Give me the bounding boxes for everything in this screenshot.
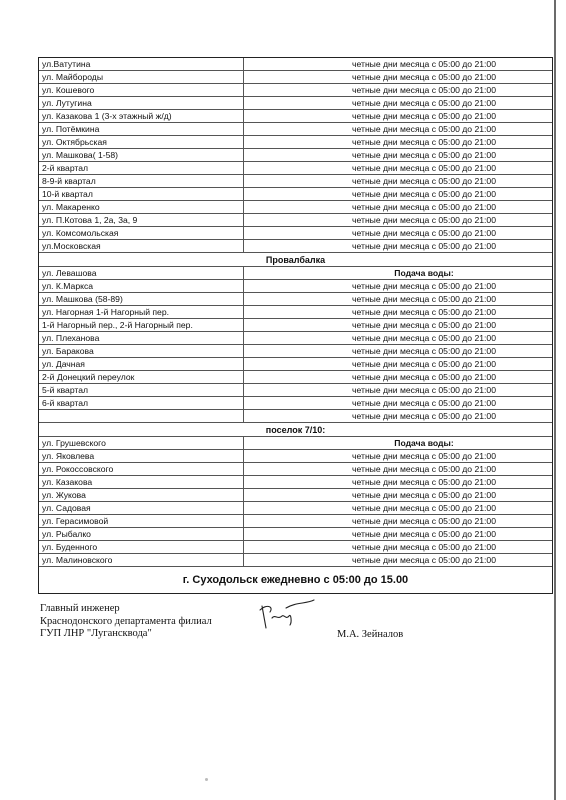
street-cell: ул. Левашова	[39, 267, 244, 279]
group-3-rows	[39, 437, 552, 567]
table-row	[39, 293, 552, 306]
table-row	[39, 175, 552, 188]
signer-name: М.А. Зейналов	[337, 629, 404, 640]
street-cell: 10-й квартал	[39, 188, 244, 200]
street-cell: 5-й квартал	[39, 384, 244, 396]
schedule-cell: четные дни месяца с 05:00 до 21:00	[352, 451, 496, 461]
water-supply-header: Подача воды:	[394, 438, 454, 448]
schedule-cell: четные дни месяца с 05:00 до 21:00	[352, 529, 496, 539]
street-cell: ул. Яковлева	[39, 450, 244, 462]
table-row	[39, 541, 552, 554]
schedule-cell: четные дни месяца с 05:00 до 21:00	[352, 202, 496, 212]
table-row	[39, 280, 552, 293]
schedule-cell: четные дни месяца с 05:00 до 21:00	[352, 215, 496, 225]
table-row	[39, 515, 552, 528]
street-cell: ул. Рыбалко	[39, 528, 244, 540]
street-cell: ул. Казакова	[39, 476, 244, 488]
table-row	[39, 502, 552, 515]
signature-title-block	[40, 603, 212, 641]
handwritten-signature	[256, 598, 316, 632]
schedule-cell: четные дни месяца с 05:00 до 21:00	[352, 176, 496, 186]
schedule-cell: четные дни месяца с 05:00 до 21:00	[352, 516, 496, 526]
street-cell: ул. Казакова 1 (3-х этажный ж/д)	[39, 110, 244, 122]
schedule-cell: четные дни месяца с 05:00 до 21:00	[352, 72, 496, 82]
street-cell: ул. Грушевского	[39, 437, 244, 449]
schedule-cell: четные дни месяца с 05:00 до 21:00	[352, 98, 496, 108]
street-cell: 2-й квартал	[39, 162, 244, 174]
table-row	[39, 345, 552, 358]
schedule-cell: четные дни месяца с 05:00 до 21:00	[352, 150, 496, 160]
street-cell: ул. Герасимовой	[39, 515, 244, 527]
table-row	[39, 528, 552, 541]
street-cell: 8-9-й квартал	[39, 175, 244, 187]
page-edge	[554, 0, 556, 800]
street-cell: ул. Лутугина	[39, 97, 244, 109]
street-cell: ул. Потёмкина	[39, 123, 244, 135]
signature-line: Краснодонского департамента филиал	[40, 615, 212, 627]
street-cell: ул. Жукова	[39, 489, 244, 501]
schedule-cell: четные дни месяца с 05:00 до 21:00	[352, 542, 496, 552]
daily-schedule-note: г. Суходольск ежедневно с 05:00 до 15.00	[182, 574, 409, 586]
schedule-cell: четные дни месяца с 05:00 до 21:00	[352, 189, 496, 199]
street-cell: ул. Дачная	[39, 358, 244, 370]
schedule-cell: четные дни месяца с 05:00 до 21:00	[352, 477, 496, 487]
table-row	[39, 84, 552, 97]
table-row	[39, 267, 552, 280]
street-cell: ул. Малиновского	[39, 554, 244, 566]
street-cell: ул.Ватутина	[39, 58, 244, 70]
street-cell: ул.Московская	[39, 240, 244, 252]
schedule-cell: четные дни месяца с 05:00 до 21:00	[352, 333, 496, 343]
street-cell: ул. Нагорная 1-й Нагорный пер.	[39, 306, 244, 318]
schedule-cell: четные дни месяца с 05:00 до 21:00	[352, 124, 496, 134]
street-cell: ул. Плеханова	[39, 332, 244, 344]
table-row	[39, 240, 552, 253]
table-row	[39, 97, 552, 110]
table-row	[39, 332, 552, 345]
schedule-cell: четные дни месяца с 05:00 до 21:00	[352, 490, 496, 500]
table-row	[39, 476, 552, 489]
street-cell	[39, 410, 244, 422]
schedule-cell: четные дни месяца с 05:00 до 21:00	[352, 163, 496, 173]
schedule-cell: четные дни месяца с 05:00 до 21:00	[352, 307, 496, 317]
street-cell: ул. Машкова( 1-58)	[39, 149, 244, 161]
table-row	[39, 358, 552, 371]
schedule-cell: четные дни месяца с 05:00 до 21:00	[352, 503, 496, 513]
water-supply-header: Подача воды:	[394, 268, 454, 278]
street-cell: ул. К.Маркса	[39, 280, 244, 292]
schedule-cell: четные дни месяца с 05:00 до 21:00	[352, 241, 496, 251]
street-cell: ул. Буденного	[39, 541, 244, 553]
schedule-cell: четные дни месяца с 05:00 до 21:00	[352, 398, 496, 408]
water-schedule-table	[38, 57, 553, 594]
schedule-cell: четные дни месяца с 05:00 до 21:00	[352, 359, 496, 369]
signature-line: Главный инженер	[40, 603, 120, 614]
table-row	[39, 110, 552, 123]
street-cell: ул. Кошевого	[39, 84, 244, 96]
group-2-rows	[39, 267, 552, 423]
table-row	[39, 58, 552, 71]
schedule-cell: четные дни месяца с 05:00 до 21:00	[352, 85, 496, 95]
schedule-cell: четные дни месяца с 05:00 до 21:00	[352, 294, 496, 304]
schedule-cell: четные дни месяца с 05:00 до 21:00	[352, 111, 496, 121]
table-row	[39, 554, 552, 567]
section-title-poselok: поселок 7/10:	[39, 423, 552, 437]
scan-speck	[205, 778, 208, 781]
street-cell: 6-й квартал	[39, 397, 244, 409]
street-cell: ул. Машкова (58-89)	[39, 293, 244, 305]
signature-line: ГУП ЛНР "Луганскводa"	[40, 628, 152, 639]
group-1-rows	[39, 58, 552, 253]
schedule-cell: четные дни месяца с 05:00 до 21:00	[352, 59, 496, 69]
table-row	[39, 71, 552, 84]
table-row	[39, 371, 552, 384]
table-row	[39, 384, 552, 397]
table-row	[39, 214, 552, 227]
table-row	[39, 188, 552, 201]
table-row	[39, 201, 552, 214]
table-row	[39, 162, 552, 175]
street-cell: ул. Баракова	[39, 345, 244, 357]
street-cell: ул. Октябрьская	[39, 136, 244, 148]
street-cell: ул. П.Котова 1, 2а, 3а, 9	[39, 214, 244, 226]
table-row	[39, 136, 552, 149]
table-row	[39, 306, 552, 319]
schedule-cell: четные дни месяца с 05:00 до 21:00	[352, 281, 496, 291]
schedule-cell: четные дни месяца с 05:00 до 21:00	[352, 411, 496, 421]
street-cell: ул. Майбороды	[39, 71, 244, 83]
schedule-cell: четные дни месяца с 05:00 до 21:00	[352, 555, 496, 565]
table-row	[39, 397, 552, 410]
table-row	[39, 450, 552, 463]
schedule-cell: четные дни месяца с 05:00 до 21:00	[352, 372, 496, 382]
table-row	[39, 123, 552, 136]
schedule-cell: четные дни месяца с 05:00 до 21:00	[352, 464, 496, 474]
schedule-cell: четные дни месяца с 05:00 до 21:00	[352, 346, 496, 356]
schedule-cell: четные дни месяца с 05:00 до 21:00	[352, 137, 496, 147]
street-cell: ул. Макаренко	[39, 201, 244, 213]
street-cell: 2-й Донецкий переулок	[39, 371, 244, 383]
table-row	[39, 437, 552, 450]
table-row	[39, 463, 552, 476]
table-row	[39, 149, 552, 162]
table-row	[39, 227, 552, 240]
table-row	[39, 319, 552, 332]
table-row	[39, 489, 552, 502]
street-cell: 1-й Нагорный пер., 2-й Нагорный пер.	[39, 319, 244, 331]
schedule-cell: четные дни месяца с 05:00 до 21:00	[352, 228, 496, 238]
schedule-cell: четные дни месяца с 05:00 до 21:00	[352, 385, 496, 395]
schedule-cell: четные дни месяца с 05:00 до 21:00	[352, 320, 496, 330]
street-cell: ул. Комсомольская	[39, 227, 244, 239]
section-title-provalbalka: Провалбалка	[39, 253, 552, 267]
table-row	[39, 410, 552, 423]
street-cell: ул. Рокоссовского	[39, 463, 244, 475]
street-cell: ул. Садовая	[39, 502, 244, 514]
